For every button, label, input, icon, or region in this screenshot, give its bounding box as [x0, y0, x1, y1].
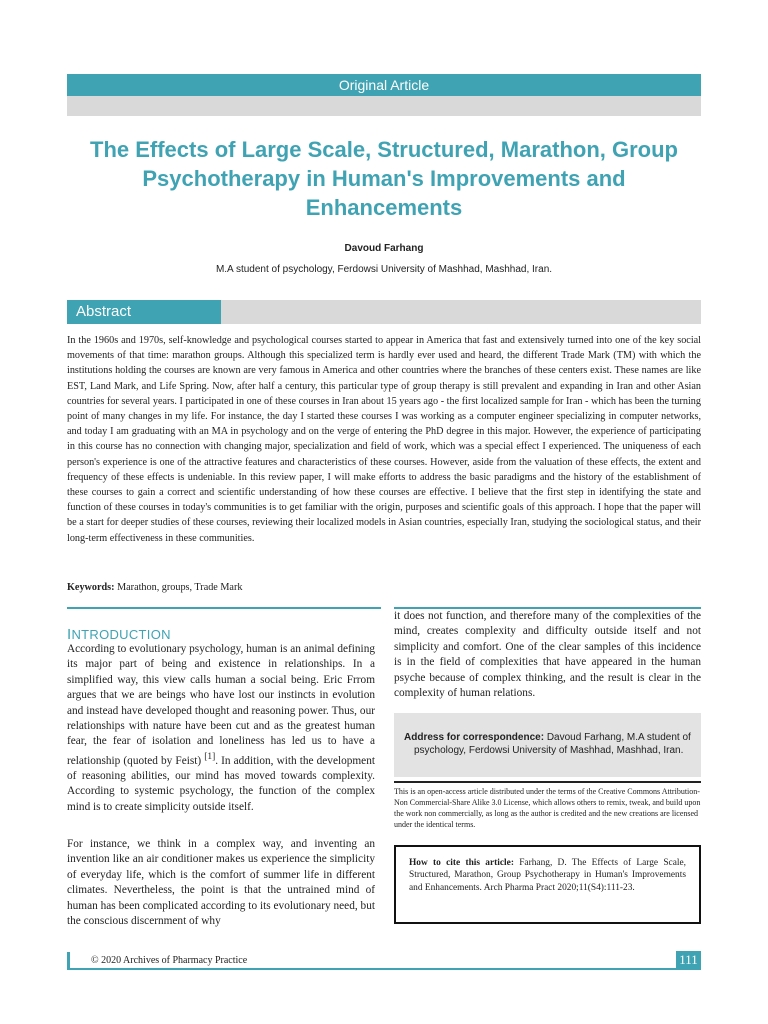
- abstract-heading: Abstract: [67, 300, 221, 324]
- section-label: Original Article: [338, 77, 430, 93]
- footer-copyright: © 2020 Archives of Pharmacy Practice: [91, 955, 248, 966]
- author-affiliation: M.A student of psychology, Ferdowsi University of Mashhad, Mashhad, Iran.: [215, 264, 553, 275]
- introduction-paragraph-3: it does not function, and therefore many of the complexities of the mind, creates complexity and difficulty outside itself and not simplicity and comfort. One of the clear samples of this incidence is in the field of complexities that have appeared in the human psyche because of complex thinking, and the result is clear in the complexity of human relations.: [394, 610, 701, 700]
- author-name: Davoud Farhang: [344, 243, 424, 254]
- introduction-paragraph-1: [67, 642, 375, 815]
- keywords-label: Keywords:: [67, 582, 115, 593]
- introduction-paragraph-2: For instance, we think in a complex way, and inventing an invention like an air conditioner makes us experience the simplicity of everyday life, which is the comfort of summer life in different climates. Nevertheless, the point is that the untrained mind of human has been complicated according to its evolutionary need, but the conscious discernment of why: [67, 838, 375, 928]
- citation-label: How to cite this article:: [409, 858, 514, 868]
- footer-marker: [67, 952, 70, 968]
- keywords: [67, 582, 701, 593]
- citation-box: [394, 845, 701, 924]
- introduction-heading-rest: NTRODUCTION: [71, 627, 171, 642]
- introduction-heading: [67, 626, 171, 643]
- correspondence-label: Address for correspondence:: [404, 732, 545, 743]
- header-band: [67, 96, 701, 116]
- abstract-text: In the 1960s and 1970s, self-knowledge and psychological courses started to appear in America that fast and extensively turned into one of the key social movements of that time: marathon groups. Although this specialized term is hardly ever used and heard, the different Trade Mark (TM) with which the institutions holding the courses are known are very famous in America and other countries where the branches of these centers exist. These names are like EST, Land Mark, and Life Spring. Now, after half a century, this particular type of group therapy is still prevalent and expanding in Iran and other Asian countries for several years. I participated in one of these courses in Iran about 15 years ago - the first localized sample for Iran - which has been the turning point of many changes in my life. For instance, the day I started these courses I was working as a computer engineer specializing in computer networks, and today I am graduating with an MA in psychology and on the verge of entering the PhD degree in this major. However, the experience of participating in this course has no connection with changing major, specialization and field of work, which was a special effect I experienced. The uniqueness of each person's experience is one of the attractive features and characteristics of these courses. However, aside from the valuation of these effects, the extent and frequency of these effects is undeniable. In this review paper, I will make efforts to address the basic paradigms and the history of the establishment of these courses to gain a correct and scientific understanding of how these courses are effective. I believe that the first step in identifying the state and function of these courses in today's communities is to get familiar with the origin, purposes and scientific goals of this approach. I hope that the paper will be a start for deeper studies of these courses, reviewing their localized models in Asian countries, especially Iran, studying the sociological status, and their long-term effectiveness in these communities.: [67, 335, 701, 544]
- footer-rule: [67, 968, 701, 970]
- license-notice: This is an open-access article distributed under the terms of the Creative Commons Attribution-Non Commercial-Share Alike 3.0 License, which allows others to remix, tweak, and build upon the work non commercially, as long as the author is credited and the new creations are licensed under the identical terms.: [394, 781, 701, 830]
- citation-text: Farhang, D. The Effects of Large Scale, Structured, Marathon, Group Psychotherapy in Human's Improvements and Enhancements. Arch Pharma Pract 2020;11(S4):111-23.: [409, 858, 686, 893]
- introduction-heading-initial: I: [67, 626, 72, 643]
- paragraph-text: According to evolutionary psychology, human is an animal defining its major part of being and existence in relationships. In a simplified way, this view calls human a social being. Eric Frrom argues that we are beings who have lost our instincts in evolution and instead have developed thought and reasoning power. Thus, our relationships with nature have been cut and as the greatest human fear, the fear of isolation and loneliness has led us to have a relationship (quoted by Feist): [67, 643, 375, 767]
- page-number: 111: [676, 951, 701, 968]
- article-title: The Effects of Large Scale, Structured, Marathon, Group Psychotherapy in Human's Improvements and Enhancements: [90, 137, 678, 220]
- keywords-list: Marathon, groups, Trade Mark: [117, 582, 243, 593]
- left-column-rule: [67, 607, 381, 609]
- paragraph-text: . In addition, with the development of reasoning abilities, our mind has moved towards complexity. According to systemic psychology, the function of the complex mind is to create simplicity outside itself.: [67, 754, 375, 813]
- correspondence-text: Davoud Farhang, M.A student of psychology, Ferdowsi University of Mashhad, Mashhad, Iran.: [414, 732, 691, 756]
- reference-link[interactable]: [1]: [204, 751, 216, 762]
- correspondence-box: [394, 713, 701, 777]
- section-label-bar: [67, 74, 701, 96]
